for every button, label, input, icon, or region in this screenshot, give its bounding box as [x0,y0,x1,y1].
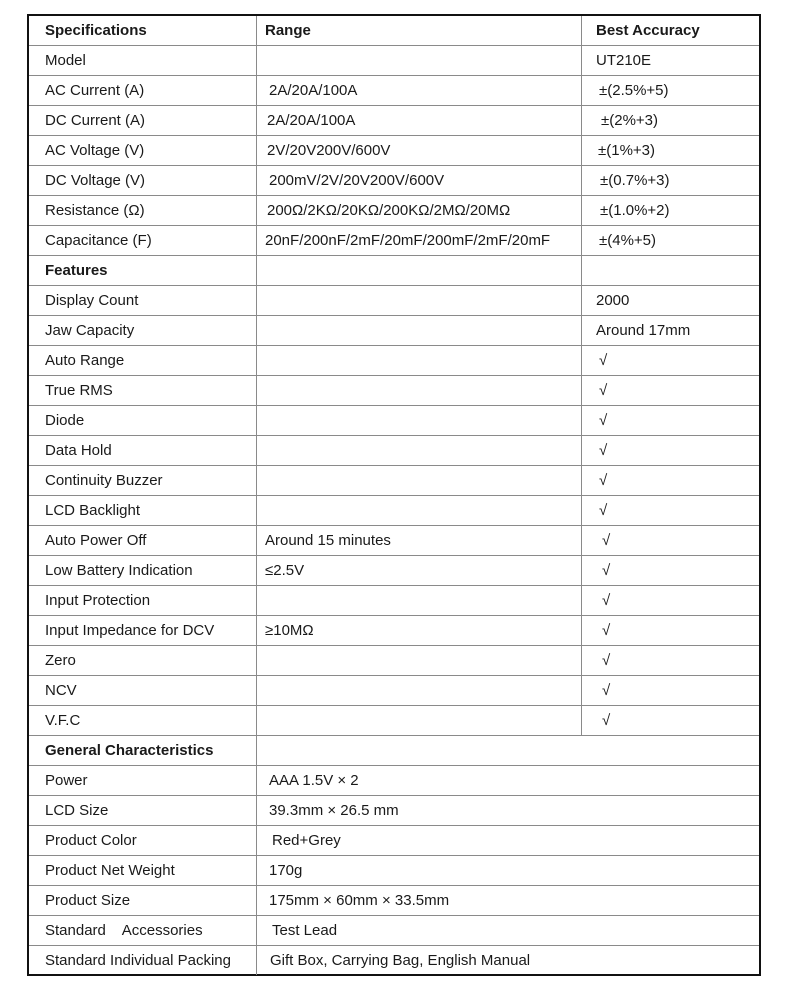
general-name: Power [29,766,257,795]
table-row [29,346,759,376]
feature-range [257,706,581,735]
check-mark-icon: √ [581,616,759,645]
spec-accuracy: ±(2.5%+5) [581,76,759,105]
check-mark-icon: √ [581,706,759,735]
table-row [29,496,759,526]
table-row [29,916,759,946]
feature-name: Auto Range [29,346,257,375]
feature-name: LCD Backlight [29,496,257,525]
feature-value: 2000 [581,286,759,315]
spec-range: 200Ω/2KΩ/20KΩ/200KΩ/2MΩ/20MΩ [267,202,511,219]
spec-range: 2A/20A/100A [267,112,356,129]
table-row [29,436,759,466]
header-range: Range [265,22,311,39]
check-mark-icon: √ [581,526,759,555]
feature-range [257,286,581,315]
table-row [29,466,759,496]
table-row [29,46,759,76]
check-mark-icon: √ [581,646,759,675]
feature-name: Zero [29,646,257,675]
general-value: 175mm × 60mm × 33.5mm [269,892,450,909]
feature-range [257,406,581,435]
table-row [29,856,759,886]
table-row [29,526,759,556]
header-best-accuracy: Best Accuracy [581,16,759,45]
check-mark-icon: √ [581,556,759,585]
spec-name: DC Voltage (V) [29,166,257,195]
spec-accuracy: ±(2%+3) [581,106,759,135]
table-row [29,646,759,676]
table-row [29,406,759,436]
spec-range: 200mV/2V/20V200V/600V [269,172,445,189]
general-name: Standard Individual Packing [29,946,257,975]
feature-name: NCV [29,676,257,705]
feature-range [257,586,581,615]
table-row [29,886,759,916]
feature-name: Auto Power Off [29,526,257,555]
table-header-row [29,16,759,46]
table-row [29,796,759,826]
spec-range: 2A/20A/100A [269,82,358,99]
spec-name: AC Voltage (V) [29,136,257,165]
specifications-table [27,14,761,976]
feature-range [257,346,581,375]
spec-name: Model [29,46,257,75]
feature-range [257,676,581,705]
table-row [29,76,759,106]
table-row [29,136,759,166]
feature-name: Input Impedance for DCV [29,616,257,645]
check-mark-icon: √ [581,436,759,465]
feature-name: Input Protection [29,586,257,615]
check-mark-icon: √ [581,676,759,705]
feature-range [257,316,581,345]
feature-range [257,466,581,495]
spec-range: 20nF/200nF/2mF/20mF/200mF/2mF/20mF [265,232,551,249]
table-row [29,676,759,706]
general-name: Product Net Weight [29,856,257,885]
table-row [29,766,759,796]
check-mark-icon: √ [581,346,759,375]
general-value: AAA 1.5V × 2 [269,772,359,789]
feature-range: ≥10MΩ [265,622,314,639]
check-mark-icon: √ [581,466,759,495]
feature-range [257,436,581,465]
feature-name: V.F.C [29,706,257,735]
spec-name: AC Current (A) [29,76,257,105]
spec-accuracy: ±(1.0%+2) [581,196,759,225]
features-heading: Features [29,256,257,285]
spec-accuracy: UT210E [581,46,759,75]
feature-name: Display Count [29,286,257,315]
feature-value: Around 17mm [581,316,759,345]
table-row [29,226,759,256]
header-specifications: Specifications [29,16,257,45]
spec-accuracy: ±(0.7%+3) [581,166,759,195]
spec-name: Resistance (Ω) [29,196,257,225]
feature-name: Low Battery Indication [29,556,257,585]
feature-range: ≤2.5V [265,562,305,579]
feature-name: Diode [29,406,257,435]
table-row [29,946,759,976]
spec-range: 2V/20V200V/600V [267,142,391,159]
feature-name: Continuity Buzzer [29,466,257,495]
check-mark-icon: √ [581,586,759,615]
feature-range [257,376,581,405]
check-mark-icon: √ [581,496,759,525]
feature-name: True RMS [29,376,257,405]
table-row [29,196,759,226]
spec-range [257,46,581,75]
general-name: LCD Size [29,796,257,825]
spec-accuracy: ±(4%+5) [581,226,759,255]
spec-accuracy: ±(1%+3) [581,136,759,165]
general-value: 39.3mm × 26.5 mm [269,802,399,819]
table-row [29,316,759,346]
table-row [29,166,759,196]
table-row [29,586,759,616]
table-row [29,286,759,316]
check-mark-icon: √ [581,376,759,405]
feature-name: Jaw Capacity [29,316,257,345]
table-row [29,616,759,646]
general-name: Product Size [29,886,257,915]
general-value: Gift Box, Carrying Bag, English Manual [270,952,531,969]
check-mark-icon: √ [581,406,759,435]
feature-name: Data Hold [29,436,257,465]
table-row [29,106,759,136]
feature-range [257,496,581,525]
feature-range [257,646,581,675]
general-characteristics-heading: General Characteristics [29,736,257,765]
table-row [29,826,759,856]
general-value: Test Lead [272,922,338,939]
general-value: 170g [269,862,303,879]
general-heading-row [29,736,759,766]
general-value: Red+Grey [272,832,341,849]
general-name: Standard Accessories [29,916,257,945]
table-row [29,706,759,736]
features-heading-row [29,256,759,286]
general-name: Product Color [29,826,257,855]
feature-range: Around 15 minutes [265,532,391,549]
table-row [29,376,759,406]
spec-name: DC Current (A) [29,106,257,135]
table-row [29,556,759,586]
spec-name: Capacitance (F) [29,226,257,255]
